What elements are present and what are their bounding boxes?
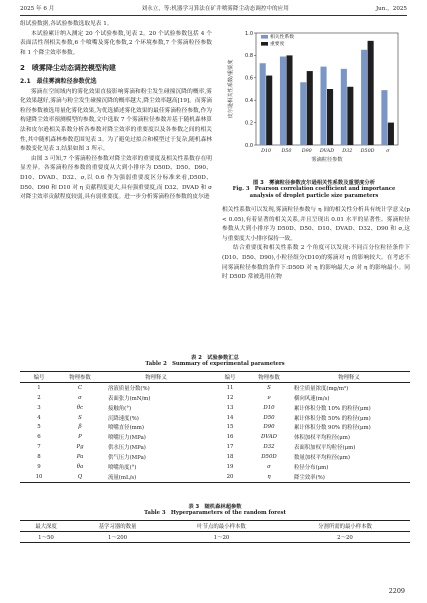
paragraph: 结合重要度和相关性系数 2 个角度可以发现:不同百分位粒径条件下(D10、D50、D90),小粒径组分(D10)的雾滴对 η 的影响较大。在考虑不同雾滴粒径参数的条件下:D50D 对 η 的影响最大,σ 对 η 的影响最小。同时 D50D 常被选用在物 bbox=[222, 245, 410, 281]
table-row bbox=[20, 432, 410, 442]
y-tick-label: 0.8 bbox=[245, 53, 253, 60]
table-cell: D50 bbox=[263, 414, 275, 421]
table-3 bbox=[20, 520, 410, 543]
table3-caption-en: Table 3 Hyperparameters of the random forest bbox=[144, 510, 286, 516]
x-tick-label: DVAD bbox=[319, 149, 335, 154]
bar-importance bbox=[266, 76, 272, 145]
table-cell: 供水压力(MPa) bbox=[108, 445, 146, 452]
x-tick-label: σ bbox=[386, 149, 390, 154]
table-cell: 3 bbox=[37, 404, 41, 411]
table-cell: 降尘效率(%) bbox=[294, 474, 325, 481]
subsection-heading: 2.1 最佳雾滴粒径参数优选 bbox=[20, 77, 97, 85]
table-cell: 1～50 bbox=[38, 534, 54, 541]
paragraph: 相关性系数可以发现,雾滴粒径参数与 η 间的相关性分析具有统计学意义(p < 0.05),有着显著的相关关系,并且呈现出 0.01 水平的显著性。雾滴粒径参数从大到小排序为 D50D、D50、D10、DVAD、D32、D90 和 σ,这与重要度大小排序保持一致。 bbox=[222, 207, 410, 242]
x-tick-label: D32 bbox=[342, 149, 353, 154]
figure-3 bbox=[222, 27, 405, 175]
bar-correlation bbox=[280, 57, 286, 145]
table-cell: 20 bbox=[226, 473, 234, 480]
table-cell: 粒径分布(μm) bbox=[294, 464, 329, 471]
table-cell: 1 bbox=[37, 384, 41, 391]
table-cell: Pg bbox=[76, 444, 84, 451]
figure-caption-en bbox=[218, 186, 410, 200]
table-cell: 表面张力(mN/m) bbox=[108, 395, 151, 402]
bar-importance bbox=[286, 55, 292, 145]
table-cell: Pa bbox=[76, 454, 84, 461]
figure-caption-en-line: analysis of droplet particle size parameters bbox=[249, 193, 379, 199]
table-cell: θa bbox=[76, 463, 84, 470]
legend-label: 重要度 bbox=[270, 42, 285, 47]
table-row bbox=[20, 382, 410, 392]
bar-correlation bbox=[341, 69, 347, 145]
table-cell: 喷嘴压力(MPa) bbox=[108, 435, 146, 442]
table-row bbox=[20, 393, 410, 403]
column-header: 最大深度 bbox=[35, 523, 57, 530]
header-title: 刘永立，等:机器学习算法在矿井喷雾降尘动态调控中的应用 bbox=[141, 6, 289, 12]
table-cell: D10 bbox=[263, 404, 275, 411]
x-tick-label: D90 bbox=[301, 149, 312, 154]
figure-caption-en-line: Fig. 3 Pearson correlation coefficient and importance bbox=[232, 186, 396, 192]
table-cell: D32 bbox=[263, 444, 275, 451]
bar-importance bbox=[368, 41, 374, 145]
y-tick-label: 0.4 bbox=[245, 98, 253, 104]
column-header: 物理参数 bbox=[69, 374, 91, 381]
bar-importance bbox=[388, 123, 394, 145]
header-date: 2025 年 6 月 bbox=[20, 6, 55, 12]
bar-correlation bbox=[361, 50, 367, 145]
figure-caption-cn: 图 3 雾滴粒径参数皮尔逊相关性系数及重要度分析 bbox=[252, 180, 376, 186]
table-2 bbox=[20, 371, 410, 483]
table-cell: C bbox=[77, 384, 83, 391]
x-tick-label: D50D bbox=[360, 149, 375, 154]
y-axis-label: 皮尔逊相关性系数/重要度 bbox=[228, 59, 234, 119]
table-cell: S bbox=[267, 384, 271, 391]
table-cell: 12 bbox=[226, 394, 234, 401]
x-tick-label: D10 bbox=[261, 149, 272, 154]
paragraph: 由图 3 可知,7 个雾滴粒径参数对降尘效率的重要度及相关性系数存在明显差异。各雾滴粒径参数的重要度从大到小排序为 D50D、D50、D90、D10、DVAD、D32、σ,以 0.6 作为强弱重要度区分标准来看,D50D、D50、D90 和 D10 对 η 贡献程度更大,具有强重要度,而 D32、DVAD 和 σ 对降尘效率贡献程度较弱,具有弱重要度。进一步分析雾滴粒径参数的皮尔逊 bbox=[20, 155, 212, 201]
bar-correlation bbox=[321, 67, 327, 145]
table-row bbox=[20, 442, 410, 452]
table-cell: 数量加权平均粒径(μm) bbox=[294, 455, 350, 462]
table-cell: 喷嘴角度(°) bbox=[108, 464, 137, 471]
paragraph: 本试验累计纳入测定 20 个试验参数,见表 2。20 个试验参数包括 4 个表面活性剂相关参数,6 个喷嘴及雾化参数,2 个环境参数,7 个雾滴粒径参数和 1 个降尘效率参数。 bbox=[20, 30, 212, 56]
paragraph: 组试验数据,各试验参数选取见表 1。 bbox=[20, 21, 113, 27]
table-cell: 喷嘴直径(mm) bbox=[108, 425, 144, 432]
table2-caption-cn: 表 2 试验参数汇总 bbox=[191, 355, 239, 361]
table-cell: 19 bbox=[226, 463, 234, 470]
column-header: 物理释义 bbox=[145, 374, 167, 381]
bar-chart bbox=[222, 27, 405, 175]
y-tick-label: 1.0 bbox=[245, 30, 253, 37]
table-row bbox=[20, 422, 410, 432]
table-cell: 4 bbox=[37, 414, 41, 421]
table-cell: 体积加权平均粒径(μm) bbox=[294, 435, 350, 442]
header-issue: Jun.，2025 bbox=[375, 6, 407, 12]
table-cell: 1～20 bbox=[213, 534, 230, 541]
table-cell: 累计体积分数 10% 的粒径(μm) bbox=[294, 405, 371, 412]
table-cell: 5 bbox=[37, 424, 41, 431]
table-cell: 累计体积分数 90% 的粒径(μm) bbox=[294, 425, 371, 432]
column-header: 基学习器的数量 bbox=[98, 523, 137, 530]
bar-correlation bbox=[300, 82, 306, 145]
section-heading: 2 喷雾降尘动态调控模型构建 bbox=[20, 64, 116, 73]
table-row bbox=[20, 462, 410, 472]
column-header: 分割所需的最小样本数 bbox=[318, 523, 372, 530]
y-tick-label: 0.2 bbox=[245, 120, 253, 127]
table-row bbox=[20, 403, 410, 413]
table-cell: D50D bbox=[261, 454, 277, 461]
table-cell: 13 bbox=[226, 404, 234, 411]
table-cell: 表面积加权平均粒径(μm) bbox=[294, 445, 356, 452]
table-cell: Q bbox=[77, 473, 83, 480]
bar-importance bbox=[347, 87, 353, 145]
table-cell: P bbox=[78, 434, 82, 441]
table-cell: 供气压力(MPa) bbox=[108, 455, 146, 462]
column-header: 物理参数 bbox=[258, 374, 280, 381]
table-cell: 11 bbox=[226, 384, 234, 391]
table3-caption-cn: 表 3 随机森林超参数 bbox=[188, 504, 242, 510]
table-row bbox=[20, 452, 410, 462]
table-cell: 6 bbox=[37, 434, 41, 441]
table2-caption-en: Table 2 Summary of experimental parameters bbox=[145, 361, 285, 367]
table-cell: D90 bbox=[263, 424, 275, 431]
running-header bbox=[20, 4, 407, 14]
table-cell: 8 bbox=[37, 454, 41, 461]
table-cell: 1～200 bbox=[107, 534, 128, 541]
paragraph: 雾滴在空间域内的雾化效果直接影响雾滴和粉尘发生碰撞沉降的概率,雾化效果越好,雾滴与粉尘发生碰撞沉降的概率越大,降尘效率越高[19]。而雾滴粒径参数被选用量化雾化效果,为优选描述雾化效果的最佳雾滴粒径参数,作为构建降尘效率预测模型的参数,文中选取 7 个雾滴粒径参数并基于随机森林算法和皮尔逊相关系数分析各参数对降尘效率的重要度以及各参数之间的相关性,其中随机森林参数范围见表 3。为了避免过拟合和模型过于复杂,随机森林参数变化见表 3,结果如图 3 所示。 bbox=[20, 88, 212, 153]
bar-importance bbox=[307, 71, 313, 145]
table-cell: 7 bbox=[37, 444, 41, 451]
table-cell: 15 bbox=[226, 424, 234, 431]
table-cell: σ bbox=[267, 463, 271, 470]
bar-correlation bbox=[260, 63, 266, 145]
table-cell: 10 bbox=[35, 473, 43, 480]
table-cell: 流量(mL/s) bbox=[108, 474, 137, 481]
table-cell: 横向风速(m/s) bbox=[294, 395, 330, 402]
table-cell: 17 bbox=[226, 444, 234, 451]
y-tick-label: 0.0 bbox=[245, 142, 253, 149]
table-row bbox=[20, 472, 410, 482]
table-cell: DVAD bbox=[261, 434, 277, 441]
table-row bbox=[20, 413, 410, 423]
table-cell: S bbox=[78, 414, 82, 421]
legend-label: 相关性系数 bbox=[270, 35, 294, 40]
y-tick-label: 0.6 bbox=[245, 75, 253, 82]
legend-swatch bbox=[261, 35, 268, 39]
bar-correlation bbox=[381, 90, 387, 145]
table-cell: 2 bbox=[37, 394, 41, 401]
table-cell: 2～20 bbox=[337, 534, 353, 541]
column-header: 编号 bbox=[224, 374, 236, 381]
table-header-row bbox=[20, 521, 410, 532]
table-cell: β bbox=[78, 424, 82, 431]
table-cell: 18 bbox=[226, 454, 234, 461]
legend-swatch bbox=[261, 42, 268, 46]
table-cell: 14 bbox=[226, 414, 234, 421]
table-cell: 粉尘质量浓度(mg/m³) bbox=[294, 385, 349, 392]
column-header: 叶节点的最小样本数 bbox=[197, 523, 246, 530]
x-tick-label: D50 bbox=[281, 149, 292, 154]
table-cell: 溶液质量分数(%) bbox=[108, 385, 150, 392]
page-number: 2209 bbox=[388, 587, 405, 595]
table-cell: 沉降速度(%) bbox=[108, 415, 139, 422]
bar-importance bbox=[327, 89, 333, 145]
column-header: 物理释义 bbox=[338, 374, 360, 381]
table-cell: σ bbox=[78, 394, 82, 401]
table-row bbox=[20, 531, 410, 542]
header-divider bbox=[20, 15, 407, 16]
column-header: 编号 bbox=[33, 374, 45, 381]
table-cell: 16 bbox=[226, 434, 234, 441]
table-cell: θc bbox=[76, 404, 84, 411]
table-cell: 9 bbox=[37, 463, 41, 470]
table-cell: 接触角(°) bbox=[108, 405, 132, 412]
table-header-row bbox=[20, 372, 410, 383]
table-cell: 累计体积分数 50% 的粒径(μm) bbox=[294, 415, 371, 422]
left-column bbox=[20, 20, 212, 203]
table-cell: η bbox=[267, 473, 271, 480]
table-cell: ν bbox=[267, 394, 271, 401]
right-column bbox=[222, 206, 410, 283]
x-axis-label: 雾滴粒径参数 bbox=[311, 157, 343, 163]
